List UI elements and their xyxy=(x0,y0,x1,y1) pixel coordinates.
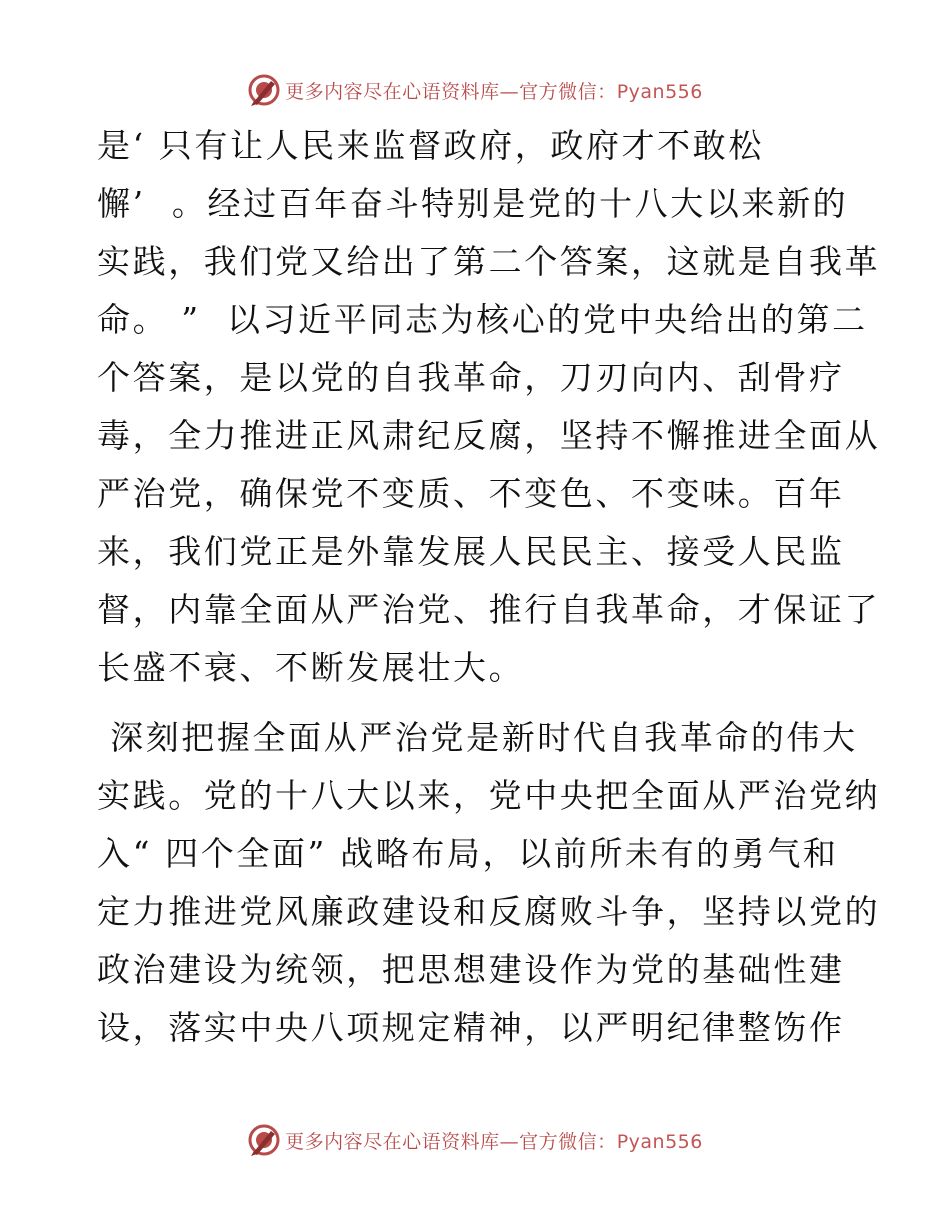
paragraph-gap xyxy=(97,697,857,709)
watermark-text xyxy=(285,1127,703,1154)
text-line: 定力推进党风廉政建设和反腐败斗争，坚持以党的 xyxy=(97,892,881,931)
watermark-wechat-id: Pyan556 xyxy=(616,80,703,103)
watermark-site-text: 更多内容尽在心语资料库 xyxy=(285,1130,500,1153)
text-line: 命。 ” 以习近平同志为核心的党中央给出的第二 xyxy=(97,300,868,339)
watermark-separator: — xyxy=(499,1130,520,1153)
text-line: 实践，我们党又给出了第二个答案，这就是自我革 xyxy=(97,242,881,281)
text-line: 个答案，是以党的自我革命，刀刃向内、刮骨疗 xyxy=(97,358,845,397)
watermark-wechat-label: 官方微信： xyxy=(519,80,617,103)
watermark-site-text: 更多内容尽在心语资料库 xyxy=(285,80,500,103)
text-line: 设，落实中央八项规定精神，以严明纪律整饬作 xyxy=(97,1008,845,1047)
text-line: 长盛不衰、不断发展壮大。 xyxy=(97,648,525,687)
footer-watermark xyxy=(0,1120,950,1160)
text-line: 是‘ 只有让人民来监督政府，政府才不敢松 xyxy=(97,126,764,165)
watermark-wechat-id: Pyan556 xyxy=(616,1130,703,1153)
text-line: 实践。党的十八大以来，党中央把全面从严治党纳 xyxy=(97,776,881,815)
text-line: 入“ 四个全面” 战略布局，以前所未有的勇气和 xyxy=(97,834,839,873)
text-line: 懈’ 。经过百年奋斗特别是党的十八大以来新的 xyxy=(97,184,849,223)
text-line: 毒，全力推进正风肃纪反腐，坚持不懈推进全面从 xyxy=(97,416,881,455)
watermark-wechat-label: 官方微信： xyxy=(519,1130,617,1153)
text-line: 深刻把握全面从严治党是新时代自我革命的伟大 xyxy=(97,718,858,757)
watermark-separator: — xyxy=(499,80,520,103)
paragraph-1 xyxy=(97,117,881,697)
text-line: 严治党，确保党不变质、不变色、不变味。百年 xyxy=(97,474,845,513)
pen-logo-icon xyxy=(247,73,281,107)
watermark-text xyxy=(285,77,703,104)
paragraph-2 xyxy=(97,709,881,1057)
text-line: 督，内靠全面从严治党、推行自我革命，才保证了 xyxy=(97,590,881,629)
text-line: 来，我们党正是外靠发展人民民主、接受人民监 xyxy=(97,532,845,571)
pen-logo-icon xyxy=(247,1123,281,1157)
header-watermark xyxy=(0,70,950,110)
document-body xyxy=(97,117,881,1057)
text-line: 政治建设为统领，把思想建设作为党的基础性建 xyxy=(97,950,845,989)
